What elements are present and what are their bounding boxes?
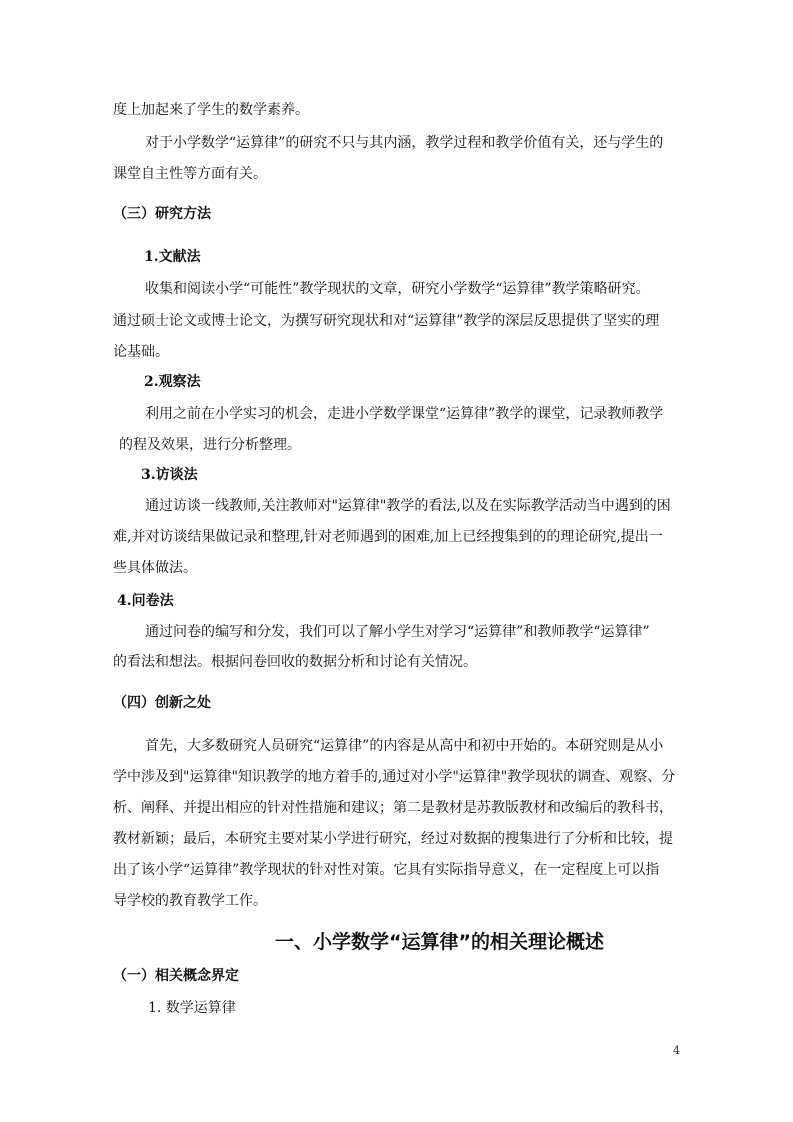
body-line-11: 的程及效果，进行分析整理。 (119, 437, 301, 453)
body-line-24: 出了该小学“运算律”教学现状的针对性对策。它具有实际指导意义，在一定程度上可以指 (113, 862, 660, 878)
body-line-23: 教材新颖；最后，本研究主要对某小学进行研究，经过对数据的搜集进行了分析和比较，提 (113, 831, 673, 847)
section-heading-definitions: （一）相关概念界定 (113, 968, 239, 984)
body-line-25: 导学校的教育教学工作。 (113, 893, 267, 909)
body-line-8: 论基础。 (113, 344, 169, 360)
body-line-15: 些具体做法。 (113, 560, 197, 576)
subheading-interview: 3.访谈法 (141, 467, 198, 483)
body-line-6: 收集和阅读小学“可能性”教学现状的文章，研究小学数学“运算律”教学策略研究。 (145, 281, 650, 297)
body-line-14: 难,并对访谈结果做记录和整理,针对老师遇到的困难,加上已经搜集到的的理论研究,提出一 (113, 529, 663, 545)
body-line-10: 利用之前在小学实习的机会，走进小学数学课堂“运算律”教学的课堂，记录教师教学 (145, 406, 664, 422)
body-line-22: 析、阐释、并提出相应的针对性措施和建议；第二是教材是苏教版教材和改编后的教科书， (113, 800, 673, 816)
body-line-7: 通过硕士论文或博士论文，为撰写研究现状和对“运算律”教学的深层反思提供了坚实的理 (113, 313, 660, 329)
body-line-2: 对于小学数学“运算律”的研究不只与其内涵，教学过程和教学价值有关，还与学生的 (145, 135, 664, 151)
page-number: 4 (673, 1044, 680, 1057)
body-line-17: 通过问卷的编写和分发，我们可以了解小学生对学习“运算律”和教师教学“运算律” (145, 624, 650, 640)
body-line-28: 1. 数学运算律 (148, 1000, 236, 1016)
body-line-13: 通过访谈一线教师,关注教师对"运算律"教学的看法,以及在实际教学活动当中遇到的困 (145, 498, 671, 514)
subheading-literature: 1.文献法 (144, 249, 201, 265)
section-heading-methods: （三）研究方法 (113, 206, 211, 222)
subheading-questionnaire: 4.问卷法 (117, 593, 174, 609)
subheading-observation: 2.观察法 (144, 374, 201, 390)
body-line-3: 课堂自主性等方面有关。 (113, 166, 267, 182)
body-line-21: 学中涉及到"运算律"知识教学的地方着手的,通过对小学"运算律"教学现状的调查、观察、分 (113, 769, 676, 785)
body-line-18: 的看法和想法。根据问卷回收的数据分析和讨论有关情况。 (113, 654, 477, 670)
chapter-heading: 一、小学数学“运算律”的相关理论概述 (275, 931, 604, 953)
body-line-20: 首先，大多数研究人员研究“运算律”的内容是从高中和初中开始的。本研究则是从小 (145, 738, 664, 754)
body-line-1: 度上加起来了学生的数学素养。 (113, 102, 309, 118)
section-heading-innovation: （四）创新之处 (113, 695, 211, 711)
